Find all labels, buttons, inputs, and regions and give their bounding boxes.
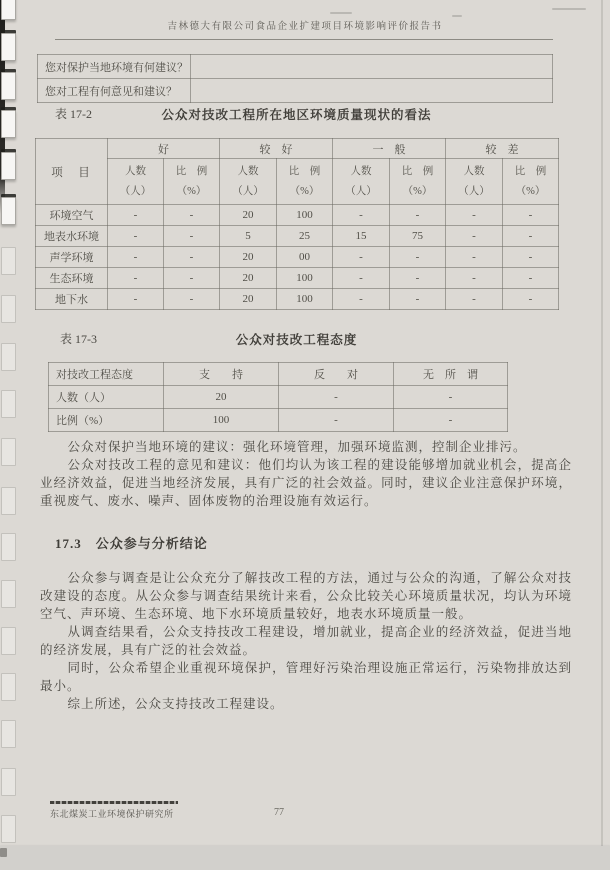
table-number: 表 17-2: [55, 107, 92, 121]
subheader-ratio: 比 例 （%）: [503, 159, 559, 205]
subheader-ratio: 比 例 （%）: [277, 159, 333, 205]
cell: 20: [164, 386, 279, 409]
scan-bottom-strip: [0, 846, 610, 870]
cell: -: [108, 205, 164, 226]
subheader-count: 人数 （人）: [446, 159, 503, 205]
binder-hole: [1, 197, 16, 225]
cell: -: [333, 289, 390, 310]
cell: 100: [164, 409, 279, 432]
suggestion-value: [191, 79, 553, 103]
table-row: [36, 205, 559, 226]
cell: 20: [220, 247, 277, 268]
cell: -: [108, 226, 164, 247]
table-row: [49, 386, 508, 409]
cell: 20: [220, 268, 277, 289]
paragraph-survey-result: 从调查结果看，公众支持技改工程建设，增加就业，提高企业的经济效益，促进当地的经济发展，具有广泛的社会效益。: [40, 625, 572, 657]
oppose-header: 反 对: [279, 363, 394, 386]
table-row: [49, 363, 508, 386]
subheader-ratio: 比 例 （%）: [164, 159, 220, 205]
table-17-3: [48, 362, 508, 432]
cell: -: [503, 226, 559, 247]
cell: -: [390, 205, 446, 226]
binder-hole: [1, 438, 16, 466]
section-heading-17-3: [40, 535, 572, 553]
subheader-count: 人数 （人）: [108, 159, 164, 205]
table-row: [36, 226, 559, 247]
subheader-count: 人数 （人）: [333, 159, 390, 205]
cell: -: [333, 268, 390, 289]
section-title: 公众参与分析结论: [95, 536, 208, 551]
cell: -: [503, 247, 559, 268]
cell: -: [503, 268, 559, 289]
row-label: 地下水: [36, 289, 108, 310]
cell: -: [333, 205, 390, 226]
binder-hole: [1, 580, 16, 608]
paragraph-public-env-suggestion: 公众对保护当地环境的建议：强化环境管理，加强环境监测，控制企业排污。: [67, 440, 527, 454]
binder-hole: [1, 390, 16, 418]
table-row: [36, 289, 559, 310]
row-label: 人数（人）: [49, 386, 164, 409]
cell: -: [503, 289, 559, 310]
binder-hole: [1, 72, 16, 100]
document-running-header: 吉林德大有限公司食品企业扩建项目环境影响评价报告书: [167, 22, 443, 32]
paragraph-conclusion: 综上所述，公众支持技改工程建设。: [67, 697, 284, 711]
cell: -: [108, 268, 164, 289]
cell: 00: [277, 247, 333, 268]
binder-hole: [1, 247, 16, 275]
binder-hole: [1, 720, 16, 748]
cell: -: [390, 289, 446, 310]
table-number: 表 17-3: [60, 332, 97, 346]
table-row: [36, 247, 559, 268]
cell: -: [164, 289, 220, 310]
binder-hole: [1, 110, 16, 138]
cell: 5: [220, 226, 277, 247]
row-label: 环境空气: [36, 205, 108, 226]
binder-hole: [1, 33, 16, 61]
cell: -: [108, 289, 164, 310]
row-label: 生态环境: [36, 268, 108, 289]
table-row: [38, 79, 553, 103]
paragraph-public-hope: 同时，公众希望企业重视环境保护，管理好污染治理设施正常运行，污染物排放达到最小。: [40, 661, 572, 693]
binder-hole: [1, 815, 16, 843]
cell: -: [446, 226, 503, 247]
cell: -: [164, 205, 220, 226]
cell: -: [394, 386, 508, 409]
page-number: 77: [274, 807, 284, 818]
binder-hole: [1, 533, 16, 561]
cell: -: [279, 386, 394, 409]
group-header-good: 好: [108, 139, 220, 159]
scan-artifact: [552, 8, 586, 10]
cell: 75: [390, 226, 446, 247]
cell: 100: [277, 205, 333, 226]
group-header-poor: 较 差: [446, 139, 559, 159]
subheader-count: 人数 （人）: [220, 159, 277, 205]
binder-hole: [1, 673, 16, 701]
binder-hole: [1, 627, 16, 655]
cell: -: [390, 247, 446, 268]
attitude-header: 对技改工程态度: [49, 363, 164, 386]
suggestion-label: 您对保护当地环境有何建议？: [38, 55, 191, 79]
cell: -: [164, 226, 220, 247]
section-number: 17.3: [55, 536, 82, 551]
scan-artifact: [330, 12, 352, 14]
suggestion-table: [37, 54, 553, 103]
cell: -: [503, 205, 559, 226]
table-row: [49, 409, 508, 432]
binder-hole: [1, 152, 16, 180]
table-title: 公众对技改工程所在地区环境质量现状的看法: [161, 108, 432, 122]
group-header-average: 一 般: [333, 139, 446, 159]
body-text: [40, 438, 572, 713]
row-label: 地表水环境: [36, 226, 108, 247]
cell: 25: [277, 226, 333, 247]
scan-artifact: [452, 15, 462, 17]
binder-hole: [1, 343, 16, 371]
paragraph-survey-method: 公众参与调查是让公众充分了解技改工程的方法，通过与公众的沟通，了解公众对技改建设的态度。从公众参与调查结果统计来看，公众比较关心环境质量状况，均认为环境空气、声环境、生态环境、地下水环境质量较好，地表水环境质量一般。: [40, 571, 572, 621]
cell: -: [108, 247, 164, 268]
scan-corner-mark: [0, 848, 7, 857]
page-edge-shadow: [601, 0, 603, 870]
cell: 100: [277, 289, 333, 310]
suggestion-value: [191, 55, 553, 79]
binder-hole: [1, 0, 16, 20]
cell: -: [279, 409, 394, 432]
support-header: 支 持: [164, 363, 279, 386]
footer-organization: 东北煤炭工业环境保护研究所: [50, 809, 174, 819]
cell: -: [446, 247, 503, 268]
cell: -: [394, 409, 508, 432]
table-row: [36, 159, 559, 205]
table-17-2-caption: [35, 105, 558, 123]
cell: -: [446, 289, 503, 310]
header-rule: [55, 39, 553, 40]
row-label: 声学环境: [36, 247, 108, 268]
binder-hole: [1, 295, 16, 323]
cell: -: [164, 247, 220, 268]
table-row: [38, 55, 553, 79]
table-row: [36, 139, 559, 159]
table-row: [36, 268, 559, 289]
cell: 20: [220, 289, 277, 310]
cell: -: [333, 247, 390, 268]
table-title: 公众对技改工程态度: [235, 333, 358, 347]
group-header-fairly-good: 较 好: [220, 139, 333, 159]
paragraph-public-project-opinion: 公众对技改工程的意见和建议：他们均认为该工程的建设能够增加就业机会，提高企业经济效益，促进当地经济发展，具有广泛的社会效益。同时，建议企业注意保护环境，重视废气、废水、噪声、固体废物的治理设施有效运行。: [40, 458, 572, 508]
cell: 20: [220, 205, 277, 226]
row-label: 比例（%）: [49, 409, 164, 432]
footer-rule: [50, 801, 178, 804]
cell: -: [164, 268, 220, 289]
cell: -: [446, 205, 503, 226]
indifferent-header: 无 所 谓: [394, 363, 508, 386]
cell: -: [446, 268, 503, 289]
cell: 15: [333, 226, 390, 247]
table-17-3-caption: [35, 330, 558, 348]
table-17-2: [35, 138, 559, 310]
cell: 100: [277, 268, 333, 289]
binder-hole: [1, 768, 16, 796]
subheader-ratio: 比 例 （%）: [390, 159, 446, 205]
item-column-header: 项 目: [36, 139, 108, 205]
binder-hole: [1, 487, 16, 515]
cell: -: [390, 268, 446, 289]
suggestion-label: 您对工程有何意见和建议？: [38, 79, 191, 103]
